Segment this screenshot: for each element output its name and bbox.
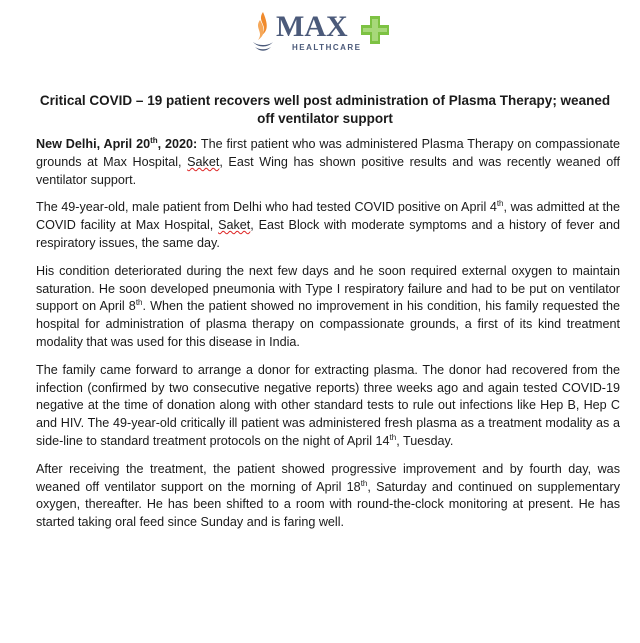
- logo-subtitle: HEALTHCARE: [292, 43, 362, 52]
- paragraph-2: The 49-year-old, male patient from Delhi who had tested COVID positive on April 4th, was admitted at the COVID facility at Max Hospital, Saket, East Block with moderate symptoms and a history of fever and respiratory issues, the same day.: [36, 199, 620, 250]
- press-release-body: [36, 136, 620, 542]
- spellcheck-word: Saket: [187, 154, 220, 169]
- paragraph-3: His condition deteriorated during the next few days and he soon required external oxygen to maintain saturation. He soon developed pneumonia with Type I respiratory failure and had to be put on ventilator support on April 8th. When the patient showed no improvement in his condition, his family requested the hospital for administration of plasma therapy on compassionate grounds, a first of its kind treatment modality that was used for this disease in India.: [36, 263, 620, 349]
- paragraph-1: New Delhi, April 20th, 2020: The first patient who was administered Plasma Therapy on compassionate grounds at Max Hospital, Saket, East Wing has shown positive results and was recently weaned off ventilator support.: [36, 135, 620, 187]
- spellcheck-word: Saket: [218, 218, 251, 233]
- press-release-title: Critical COVID – 19 patient recovers well post administration of Plasma Therapy; weaned off ventilator support: [39, 93, 611, 126]
- paragraph-4: The family came forward to arrange a donor for extracting plasma. The donor had recovered from the infection (confirmed by two consecutive negative reports) three weeks ago and again tested COVID-19 negative at the time of donation along with other standard tests to rule out infections like Hep B, Hep C and HIV. The 49-year-old critically ill patient was administered fresh plasma as a treatment modality as a side-line to standard treatment protocols on the night of April 14th, Tuesday.: [36, 362, 620, 448]
- medical-cross-icon: [360, 12, 390, 48]
- paragraph-5: After receiving the treatment, the patient showed progressive improvement and by fourth day, was weaned off ventilator support on the morning of April 18th, Saturday and continued on supplementary oxygen, thereafter. He has been shifted to a room with round-the-clock monitoring at present. He has started taking oral feed since Sunday and is faring well.: [36, 461, 620, 530]
- flame-icon: [250, 10, 276, 54]
- dateline: New Delhi, April 20th, 2020:: [36, 135, 198, 151]
- logo-wordmark: MAX: [276, 10, 348, 43]
- max-healthcare-logo: [250, 8, 390, 56]
